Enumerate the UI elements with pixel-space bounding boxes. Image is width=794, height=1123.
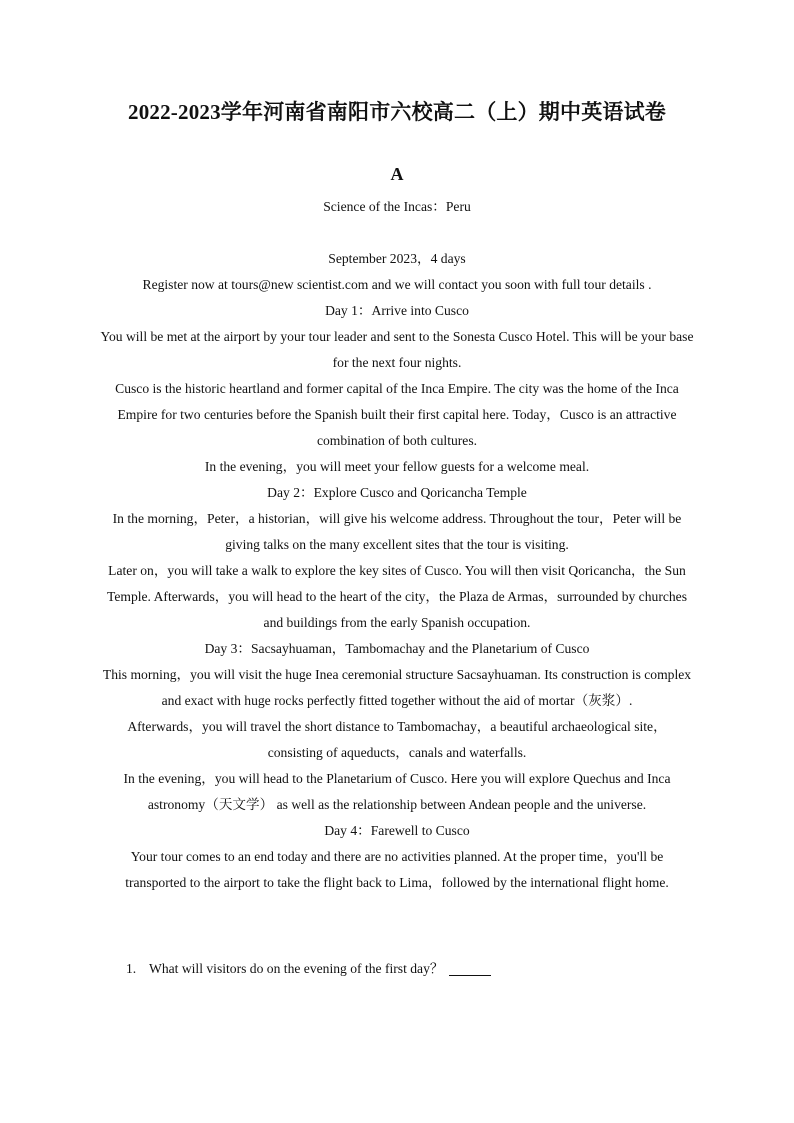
question-number: 1. [126, 961, 137, 976]
answer-blank [449, 960, 491, 976]
day2-paragraph-1: In the morning，Peter，a historian，will give his welcome address. Throughout the tour，Peter will be giving talks on the many excellent sites that the tour is visiting. [112, 511, 682, 552]
day3-paragraph-3: In the evening，you will head to the Planetarium of Cusco. Here you will explore Quechus and Inca astronomy（天文学） as well as the relationship between Andean people and the universe. [123, 771, 671, 812]
tour-date-line: September 2023，4 days [328, 251, 466, 266]
day2-paragraph-2: Later on，you will take a walk to explore the key sites of Cusco. You will then visit Qoricancha，the Sun Temple. Afterwards，you will head to the heart of the city，the Plaza de Armas，surrounded by churches and buildings from the early Spanish occupation. [106, 563, 687, 630]
exam-title: 2022-2023学年河南省南阳市六校高二（上）期中英语试卷 [128, 100, 666, 124]
day4-paragraph-1: Your tour comes to an end today and there are no activities planned. At the proper time，you'll be transported to the airport to take the flight back to Lima，followed by the international flight home. [125, 849, 669, 890]
day2-heading: Day 2：Explore Cusco and Qoricancha Temple [267, 485, 527, 500]
section-letter: A [390, 164, 404, 184]
register-line: Register now at tours@new scientist.com and we will contact you soon with full tour details . [142, 277, 652, 292]
passage-subtitle: Science of the Incas：Peru [323, 199, 471, 214]
day1-paragraph-3: In the evening，you will meet your fellow guests for a welcome meal. [204, 459, 590, 474]
question-text: What will visitors do on the evening of the first day？ [149, 961, 444, 976]
day3-paragraph-2: Afterwards，you will travel the short distance to Tambomachay，a beautiful archaeological site，consisting of aqueducts，canals and waterfalls. [127, 719, 667, 760]
day1-paragraph-2: Cusco is the historic heartland and former capital of the Inca Empire. The city was the home of the Inca Empire for two centuries before the Spanish built their first capital here. Today，Cusco is an attractive combination of both cultures. [115, 381, 679, 448]
question-1 [126, 956, 491, 982]
day4-heading: Day 4：Farewell to Cusco [324, 823, 470, 838]
day3-heading: Day 3：Sacsayhuaman，Tambomachay and the Planetarium of Cusco [204, 641, 590, 656]
day1-paragraph-1: You will be met at the airport by your tour leader and sent to the Sonesta Cusco Hotel. This will be your base for the next four nights. [100, 329, 694, 370]
reading-passage [100, 194, 694, 896]
day1-heading: Day 1：Arrive into Cusco [325, 303, 469, 318]
day3-paragraph-1: This morning，you will visit the huge Inea ceremonial structure Sacsayhuaman. Its construction is complex and exact with huge rocks perfectly fitted together without the aid of mortar（灰浆）. [102, 667, 692, 708]
